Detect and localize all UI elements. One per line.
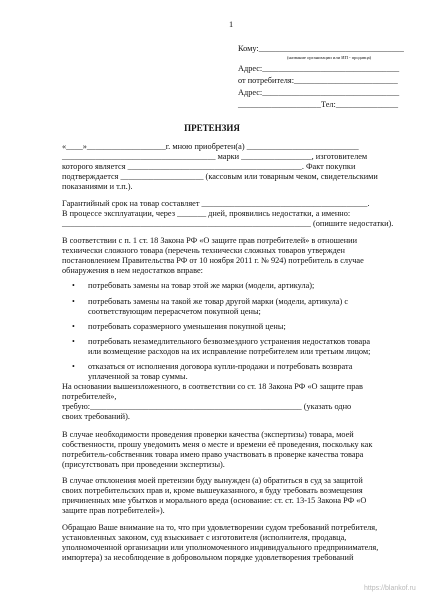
right-1-line-1: потребовать замены на товар этой же марки (модели, артикула); (88, 281, 315, 290)
bullet-icon: • (72, 362, 75, 371)
expertise-line-4: (присутствовать при проведении экспертизы). (62, 460, 225, 469)
refusal-line-1: В случае отклонения моей претензии буду вынужден (а) обратиться в суд за защитой (62, 476, 363, 485)
law-line-3: постановлением Правительства РФ от 10 ноября 2011 г. № 924) потребитель в случае (62, 256, 364, 265)
demand-line-3: требую:___________________________________________________ (указать одно (62, 402, 352, 411)
refusal-line-2: своих потребительских прав и, кроме вышеуказанного, я буду требовать возмещения (62, 486, 363, 495)
demand-line-4: своих требований). (62, 412, 130, 421)
attention-line-1: Обращаю Ваше внимание на то, что при удовлетворении судом требований потребителя, (62, 523, 378, 532)
expertise-line-1: В случае необходимости проведения проверки качества (экспертизы) товара, моей (62, 430, 354, 439)
refusal-line-4: защите прав потребителей»). (62, 506, 165, 515)
sender-line: от потребителя:_________________________ (238, 76, 398, 85)
intro-line-3: которого является __________________________________________. Факт покупки (62, 162, 356, 171)
expertise-line-3: потребитель-собственник товара имею право участвовать в проверке качества товара (62, 450, 364, 459)
page-number: 1 (229, 20, 234, 29)
right-4-line-1: потребовать незамедлительного безвозмездного устранения недостатков товара (88, 337, 371, 346)
intro-line-5: показаниями и т.п.). (62, 182, 133, 191)
demand-line-2: потребителей», (62, 392, 117, 401)
sender-phone-line: ____________________Тел:_______________ (238, 100, 399, 109)
bullet-icon: • (72, 322, 75, 331)
attention-line-3: уполномоченной организации или уполномоченного индивидуального предпринимателя, (62, 543, 379, 552)
bullet-icon: • (72, 297, 75, 306)
attention-line-4: импортера) за несоблюдение в добровольном порядке удовлетворения требований (62, 553, 354, 562)
law-line-1: В соответствии с п. 1 ст. 18 Закона РФ «О защите прав потребителей» в отношении (62, 236, 358, 245)
law-line-2: технически сложного товара (перечень технически сложных товаров утвержден (62, 246, 345, 255)
attention-line-2: установленных законом, суд взыскивает с изготовителя (исполнителя, продавца, (62, 533, 347, 542)
recipient-hint: (название организации или ИП - продавца) (287, 55, 372, 60)
law-line-4: обнаружения в нем недостатков вправе: (62, 266, 203, 275)
right-2-line-1: потребовать замены на такой же товар другой марки (модели, артикула) с (88, 297, 349, 306)
intro-line-1: «____»___________________г. мною приобретен(а) ___________________________ (62, 142, 359, 151)
refusal-line-3: причиненных мне убытков и морального вреда (основание: ст. ст. 13-15 Закона РФ «О (62, 496, 367, 505)
expertise-line-2: собственности, прошу уведомить меня о месте и времени её проведения, поскольку как (62, 440, 373, 449)
right-5-line-1: отказаться от исполнения договора купли-продажи и потребовать возврата (88, 362, 353, 371)
right-4-line-2: или возмещение расходов на их исправление потребителем или третьим лицом; (88, 347, 371, 356)
demand-line-1: На основании вышеизложенного, в соответствии со ст. 18 Закона РФ «О защите прав (62, 382, 363, 391)
recipient-line: Кому:___________________________________ (238, 44, 404, 53)
recipient-address-line: Адрес:_________________________________ (238, 64, 400, 73)
warranty-line-1: Гарантийный срок на товар составляет ________________________________________. (62, 199, 370, 208)
right-3-line-1: потребовать соразмерного уменьшения покупной цены; (88, 322, 286, 331)
sender-address-line: Адрес:_________________________________ (238, 88, 400, 97)
right-5-line-2: уплаченной за товар суммы. (88, 372, 188, 381)
document-title: ПРЕТЕНЗИЯ (184, 123, 240, 133)
intro-line-2: _____________________________________ марки _________________, изготовителем (62, 152, 368, 161)
bullet-icon: • (72, 281, 75, 290)
intro-line-4: подтверждается ____________________ (кассовым или товарным чеком, свидетельскими (62, 172, 378, 181)
watermark-url: https://blankof.ru (364, 585, 416, 592)
bullet-icon: • (72, 337, 75, 346)
warranty-line-3: ____________________________________________________________ (опишите недостатки). (62, 219, 394, 228)
warranty-line-2: В процессе эксплуатации, через _______ дней, проявились недостатки, а именно: (62, 209, 351, 218)
right-2-line-2: соответствующим перерасчетом покупной цены; (88, 307, 261, 316)
